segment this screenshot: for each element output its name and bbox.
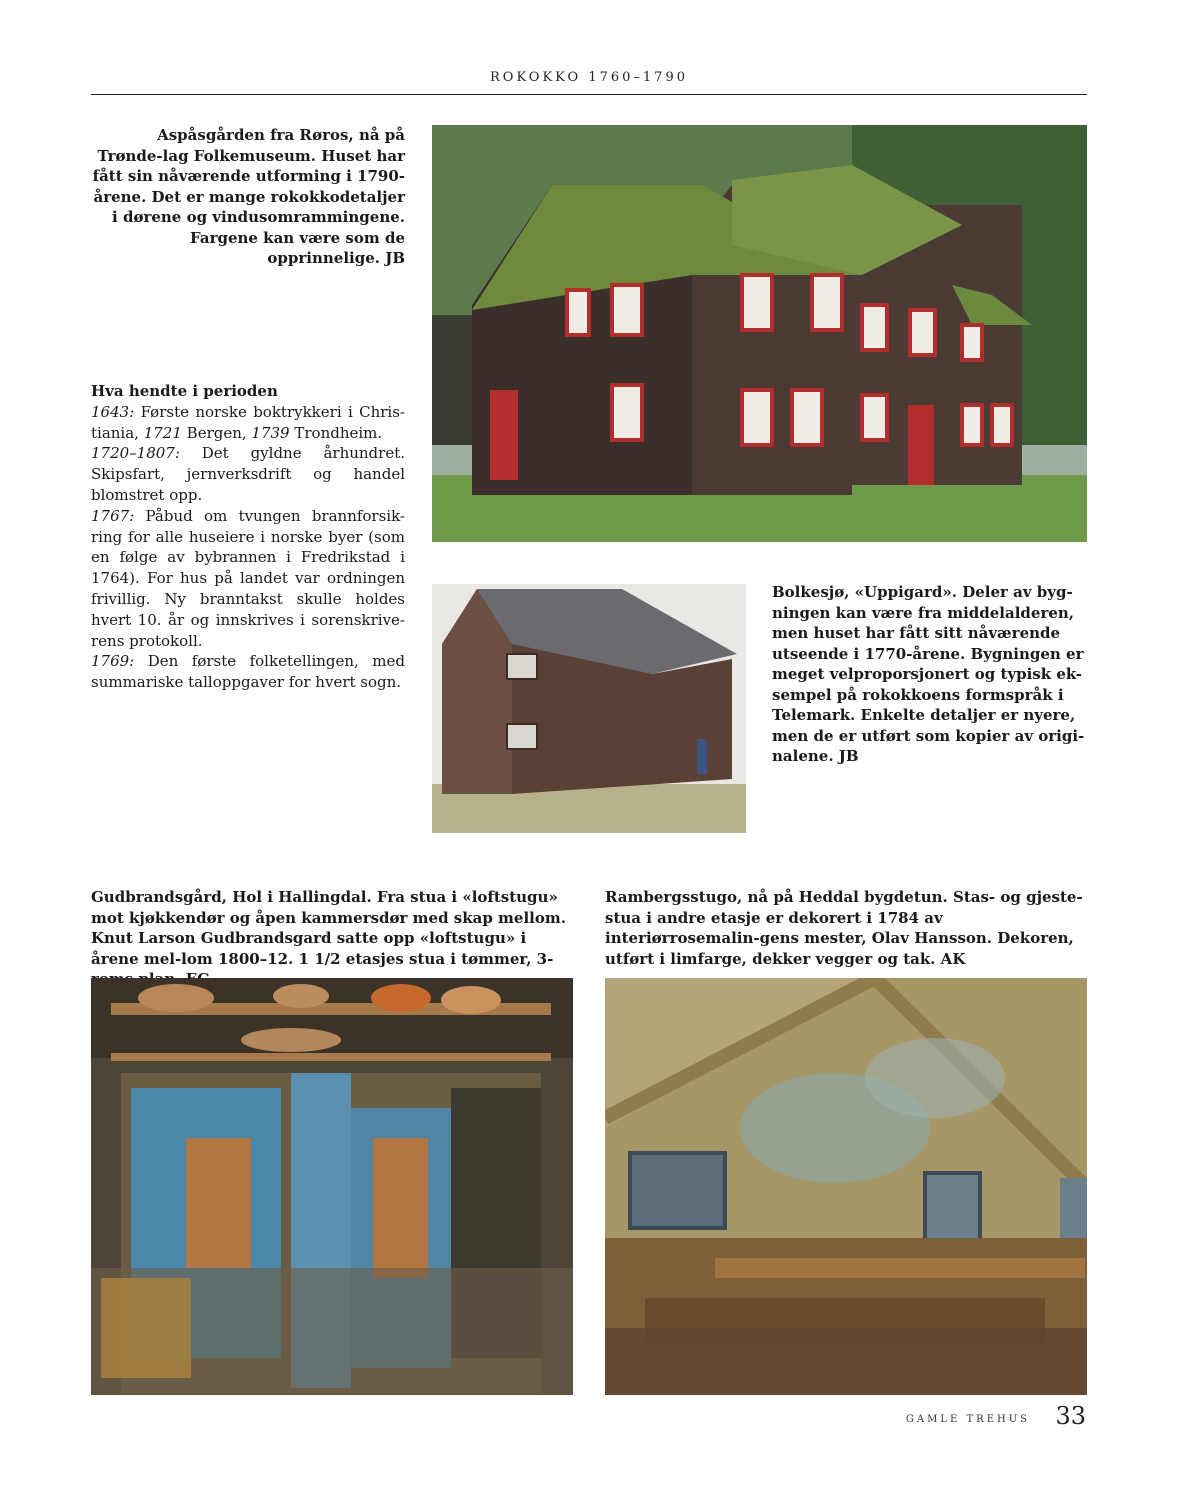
running-header xyxy=(91,68,1087,95)
timeline-text: Det gyldne århundret. Skipsfart, jernverksdrift og handel blomstret opp. xyxy=(91,444,405,504)
timeline-year: 1739 xyxy=(251,423,290,442)
caption-rambergsstugo: Rambergsstugo, nå på Heddal bygdetun. Stas- og gjeste-stua i andre etasje er dekorert i 1784 av interiørrosemalin-gens mester, Olav Hansson. Dekoren, utført i limfarge, dekker vegger og tak. AK xyxy=(605,888,1083,968)
timeline-year: 1769: xyxy=(91,652,135,671)
timeline-year: 1643: xyxy=(91,402,135,421)
timeline-entry xyxy=(91,651,405,693)
caption-bolkesjo: Bolkesjø, «Uppigard». Deler av byg-ningen kan være fra middelalderen, men huset har fått sitt nåværende utseende i 1770-årene. Bygningen er meget velproporsjonert og typisk ek-sempel på rokokkoens formspråk i Telemark. Enkelte detaljer er nyere, men de er utført som kopier av origi-nalene. JB xyxy=(772,583,1085,765)
timeline-entries xyxy=(91,402,405,693)
timeline-text: Bergen, xyxy=(181,423,252,442)
timeline-text: Den første folketellingen, med summariske talloppgaver for hvert sogn. xyxy=(91,652,405,692)
photo-bolkesjo xyxy=(432,584,746,833)
timeline-sidebar xyxy=(91,381,405,693)
running-title: ROKOKKO 1760–1790 xyxy=(490,70,688,85)
page-number: 33 xyxy=(1055,1402,1086,1430)
caption-gudbrandsgard: Gudbrandsgård, Hol i Hallingdal. Fra stua i «loftstugu» mot kjøkkendør og åpen kammersdør med skap mellom. Knut Larson Gudbrandsgard satte opp «loftstugu» i årene mel-lom 1800–12. 1 1/2 etasjes stua i tømmer, 3- xyxy=(91,888,566,968)
timeline-text: Påbud om tvungen brannforsik-ring for alle huseiere i norske byer (som en følge av bybrannen i Fredrikstad i 1764). For hus på landet var ordningen frivillig. Ny branntakst skulle holdes hvert 10. år og innskrives i sorenskrive-rens protokoll. xyxy=(91,506,405,650)
timeline-year: 1767: xyxy=(91,506,135,525)
caption-aspasgarden: Aspåsgården fra Røros, nå på Trønde-lag Folkemuseum. Huset har fått sin nåværende utforming i 1790-årene. Det er mange rokokkodetaljer i dørene og vindusomrammingene. Fargene kan være som de opprinnelige. JB xyxy=(92,126,405,267)
timeline-entry xyxy=(91,443,405,505)
timeline-year: 1721 xyxy=(143,423,182,442)
footer-label: GAMLE TREHUS xyxy=(905,1414,1030,1425)
timeline-entry xyxy=(91,402,405,444)
timeline-title: Hva hendte i perioden xyxy=(91,382,278,400)
timeline-text: Trondheim. xyxy=(289,423,383,442)
photo-gudbrandsgard xyxy=(91,978,573,1395)
timeline-text: Første norske boktrykkeri i Chris-tiania, xyxy=(91,402,405,442)
timeline-year: 1720–1807: xyxy=(91,444,180,463)
photo-aspasgarden xyxy=(432,125,1087,542)
timeline-entry xyxy=(91,506,405,652)
photo-rambergsstugo xyxy=(605,978,1087,1395)
